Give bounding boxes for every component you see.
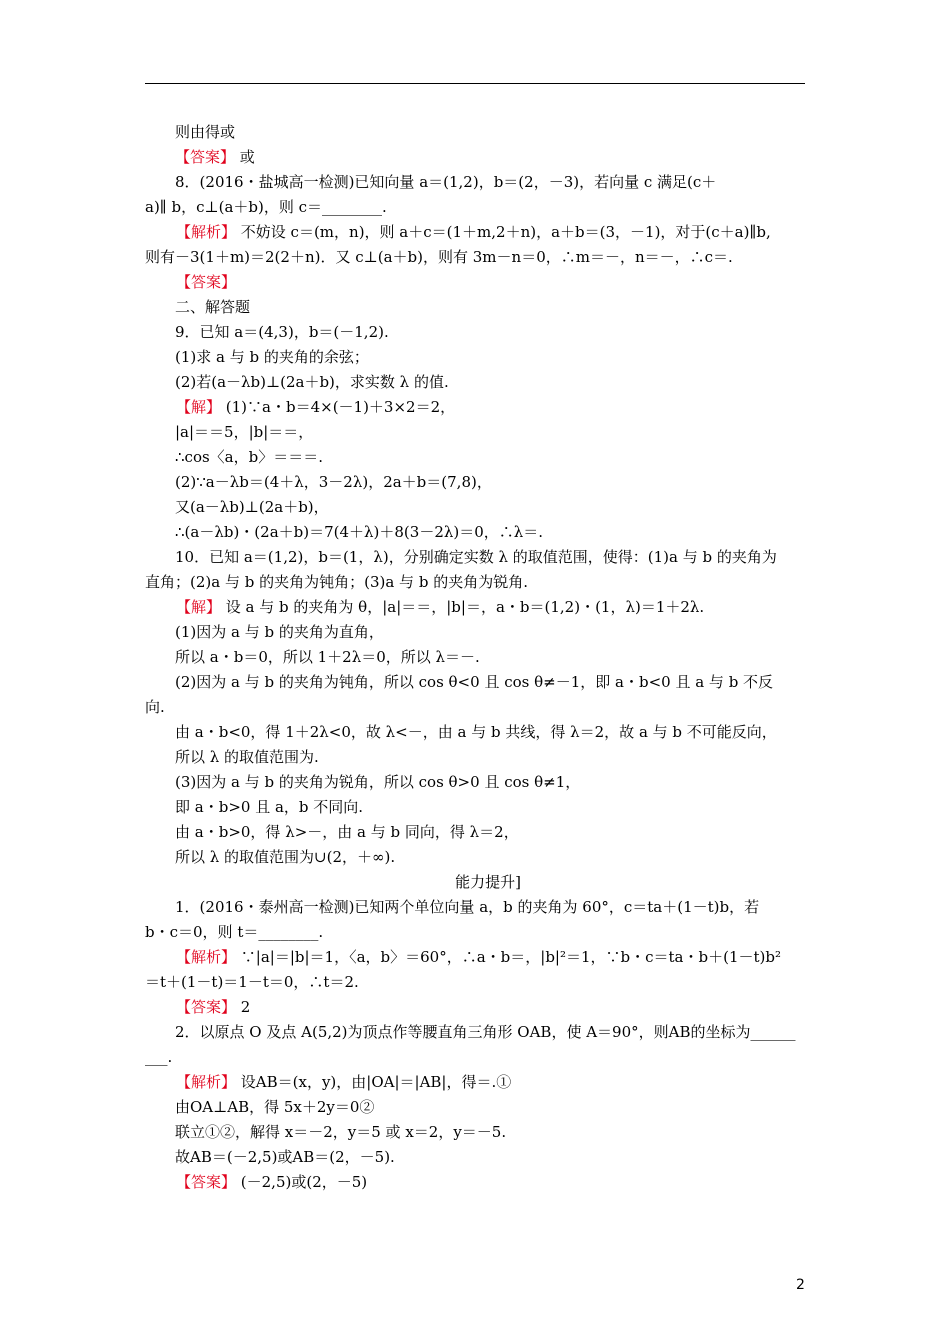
text-line [145,270,807,295]
question-text: 1．(2016・泰州高一检测)已知两个单位向量 a，b 的夹角为 60°，c＝ta＋(1－t)b，若 [175,898,760,916]
text-run: ∴cos〈a，b〉＝＝＝. [175,448,323,466]
answer-label: 【答案】 [175,148,236,166]
page-number: 2 [796,1277,805,1293]
text-line [145,620,807,645]
text-line [145,420,807,445]
text-run: 能力提升] [455,873,521,891]
text-line [145,120,807,145]
question-text: 2．以原点 O 及点 A(5,2)为顶点作等腰直角三角形 OAB，使 A＝90°，则AB的坐标为______ [175,1023,796,1041]
text-run: (2)若(a－λb)⊥(2a＋b)，求实数 λ 的值. [175,373,449,391]
text-run: 2 [236,998,251,1016]
text-run: (2)∵a－λb＝(4＋λ，3－2λ)，2a＋b＝(7,8)， [175,473,492,491]
analysis-label: 【解析】 [176,1073,237,1091]
text-run: 向. [145,698,165,716]
section-heading [145,295,807,320]
question-text: 9．已知 a＝(4,3)，b＝(－1,2). [175,323,389,341]
text-line [145,745,807,770]
question-text: 8．(2016・盐城高一检测)已知向量 a＝(1,2)，b＝(2，－3)，若向量 c 满足(c＋ [175,173,717,191]
text-line [145,1070,807,1095]
question-text: 10．已知 a＝(1,2)，b＝(1，λ)，分别确定实数 λ 的取值范围，使得：(1)a 与 b 的夹角为 [175,548,777,566]
document-body [145,120,807,1195]
text-run: 则由得或 [175,123,236,141]
analysis-label: 【解析】 [176,223,237,241]
text-run: ∴(a－λb)・(2a＋b)＝7(4＋λ)＋8(3－2λ)＝0，∴λ＝. [175,523,544,541]
text-line [145,645,807,670]
text-run: ＝t＋(1－t)＝1－t＝0，∴t＝2. [145,973,359,991]
text-run: 又(a－λb)⊥(2a＋b)， [175,498,329,516]
text-run: 联立①②，解得 x＝－2，y＝5 或 x＝2，y＝－5. [175,1123,507,1141]
text-line [145,1045,807,1070]
text-line [145,220,807,245]
text-line [145,720,807,745]
text-line [145,1095,807,1120]
text-line [145,595,807,620]
text-line [145,1120,807,1145]
text-run: (3)因为 a 与 b 的夹角为锐角，所以 cos θ>0 且 cos θ≠1， [175,773,581,791]
solution-label: 【解】 [176,398,222,416]
text-run: 设 a 与 b 的夹角为 θ，|a|＝＝，|b|＝，a・b＝(1,2)・(1，λ)＝1＋2λ. [221,598,705,616]
text-line [145,995,807,1020]
text-line [145,345,807,370]
text-line [145,170,807,195]
text-line [145,795,807,820]
text-run: 所以 a・b＝0，所以 1＋2λ＝0，所以 λ＝－. [175,648,480,666]
text-line [145,895,807,920]
text-run: (1)求 a 与 b 的夹角的余弦； [175,348,369,366]
text-line [145,495,807,520]
analysis-label: 【解析】 [176,948,237,966]
text-line [145,970,807,995]
text-line [145,370,807,395]
text-line [145,470,807,495]
text-run: ∵|a|＝|b|＝1，〈a，b〉＝60°，∴a・b＝，|b|²＝1，∵b・c＝ta・b＋(1－t)b² [236,948,781,966]
text-line [145,195,807,220]
answer-label: 【答案】 [176,273,237,291]
text-line [145,445,807,470]
text-run: b・c＝0，则 t＝________. [145,923,324,941]
text-line [145,845,807,870]
text-run: 由 a・b<0，得 1＋2λ<0，故 λ<－，由 a 与 b 共线，得 λ＝2，故 a 与 b 不可能反向， [175,723,777,741]
text-line [145,1170,807,1195]
text-run: (2)因为 a 与 b 的夹角为钝角，所以 cos θ<0 且 cos θ≠－1，即 a・b<0 且 a 与 b 不反 [175,673,774,691]
text-run: 或 [235,148,255,166]
text-run: 由OA⊥AB，得 5x＋2y＝0② [175,1098,375,1116]
text-line [145,670,807,695]
text-line [145,545,807,570]
text-run: 即 a・b>0 且 a，b 不同向. [175,798,364,816]
answer-label: 【答案】 [176,1173,237,1191]
text-run: 由 a・b>0，得 λ>－，由 a 与 b 同向，得 λ＝2， [175,823,519,841]
section-heading [145,870,807,895]
text-line [145,695,807,720]
text-run: 不妨设 c＝(m，n)，则 a＋c＝(1＋m,2＋n)，a＋b＝(3，－1)，对于(c＋a)∥b, [236,223,771,241]
text-line [145,320,807,345]
text-run: |a|＝＝5，|b|＝＝， [175,423,314,441]
text-line [145,820,807,845]
text-line [145,1020,807,1045]
text-run: 设AB＝(x，y)，由|OA|＝|AB|，得＝.① [236,1073,512,1091]
text-line [145,920,807,945]
text-line [145,770,807,795]
text-run: 二、解答题 [175,298,251,316]
text-line [145,570,807,595]
text-run: 所以 λ 的取值范围为∪(2，＋∞). [175,848,396,866]
text-run: 故AB＝(－2,5)或AB＝(2，－5). [175,1148,395,1166]
text-run: 则有－3(1＋m)＝2(2＋n)．又 c⊥(a＋b)，则有 3m－n＝0，∴m＝－，n＝－，∴c＝. [145,248,733,266]
answer-label: 【答案】 [176,998,237,1016]
text-line [145,245,807,270]
text-run: ___. [145,1048,173,1066]
header-rule [145,83,805,84]
text-run: 所以 λ 的取值范围为. [175,748,319,766]
text-run: (－2,5)或(2，－5) [236,1173,368,1191]
text-line [145,945,807,970]
solution-label: 【解】 [176,598,222,616]
text-run: a)∥ b，c⊥(a＋b)，则 c＝________. [145,198,387,216]
text-line [145,520,807,545]
text-run: (1)∵a・b＝4×(－1)＋3×2＝2， [221,398,456,416]
text-run: (1)因为 a 与 b 的夹角为直角， [175,623,384,641]
text-line [145,145,807,170]
text-run: 直角；(2)a 与 b 的夹角为钝角；(3)a 与 b 的夹角为锐角. [145,573,528,591]
text-line [145,395,807,420]
text-line [145,1145,807,1170]
